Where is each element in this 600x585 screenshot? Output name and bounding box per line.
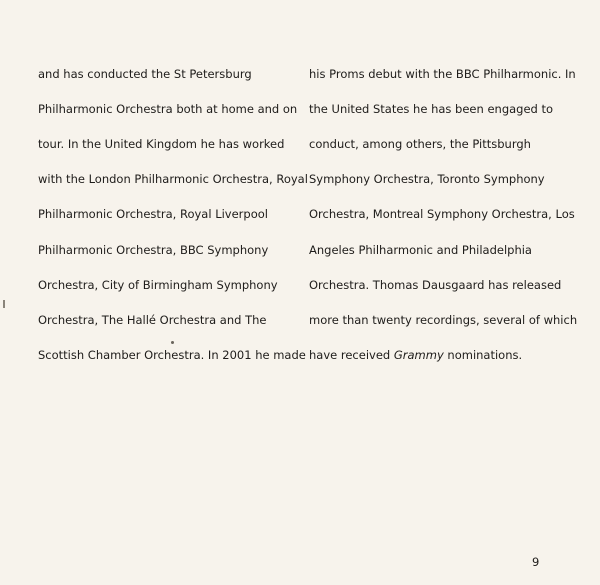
text-line: Orchestra, The Hallé Orchestra and The <box>38 312 267 327</box>
text-line: more than twenty recordings, several of which <box>309 312 578 327</box>
text-line: Orchestra. Thomas Dausgaard has released <box>309 277 562 292</box>
paper-speck <box>171 341 174 344</box>
text-line: Orchestra, City of Birmingham Symphony <box>38 277 278 292</box>
text-fragment: have received <box>309 348 394 363</box>
text-line: Orchestra, Montreal Symphony Orchestra, Los <box>309 207 575 222</box>
text-line: Symphony Orchestra, Toronto Symphony <box>309 172 545 187</box>
text-line: his Proms debut with the BBC Philharmonic. In <box>309 66 576 81</box>
text-line: with the London Philharmonic Orchestra, Royal <box>38 172 308 187</box>
text-line: Scottish Chamber Orchestra. In 2001 he made <box>38 348 306 363</box>
text-line-last <box>309 347 571 365</box>
text-line: Angeles Philharmonic and Philadelphia <box>309 242 532 257</box>
page-number: 9 <box>532 555 540 569</box>
text-line: the United States he has been engaged to <box>309 101 554 116</box>
grammy-italic: Grammy <box>393 348 444 363</box>
text-line: Philharmonic Orchestra, Royal Liverpool <box>38 207 268 222</box>
left-text-column <box>38 48 308 382</box>
right-text-column <box>309 48 578 382</box>
text-line: and has conducted the St Petersburg <box>38 66 252 81</box>
text-line: Philharmonic Orchestra, BBC Symphony <box>38 242 269 257</box>
edge-mark <box>3 300 5 308</box>
text-line: Philharmonic Orchestra both at home and on <box>38 101 298 116</box>
text-line: conduct, among others, the Pittsburgh <box>309 136 531 151</box>
text-line: tour. In the United Kingdom he has worked <box>38 136 285 151</box>
text-fragment: nominations. <box>443 348 523 363</box>
